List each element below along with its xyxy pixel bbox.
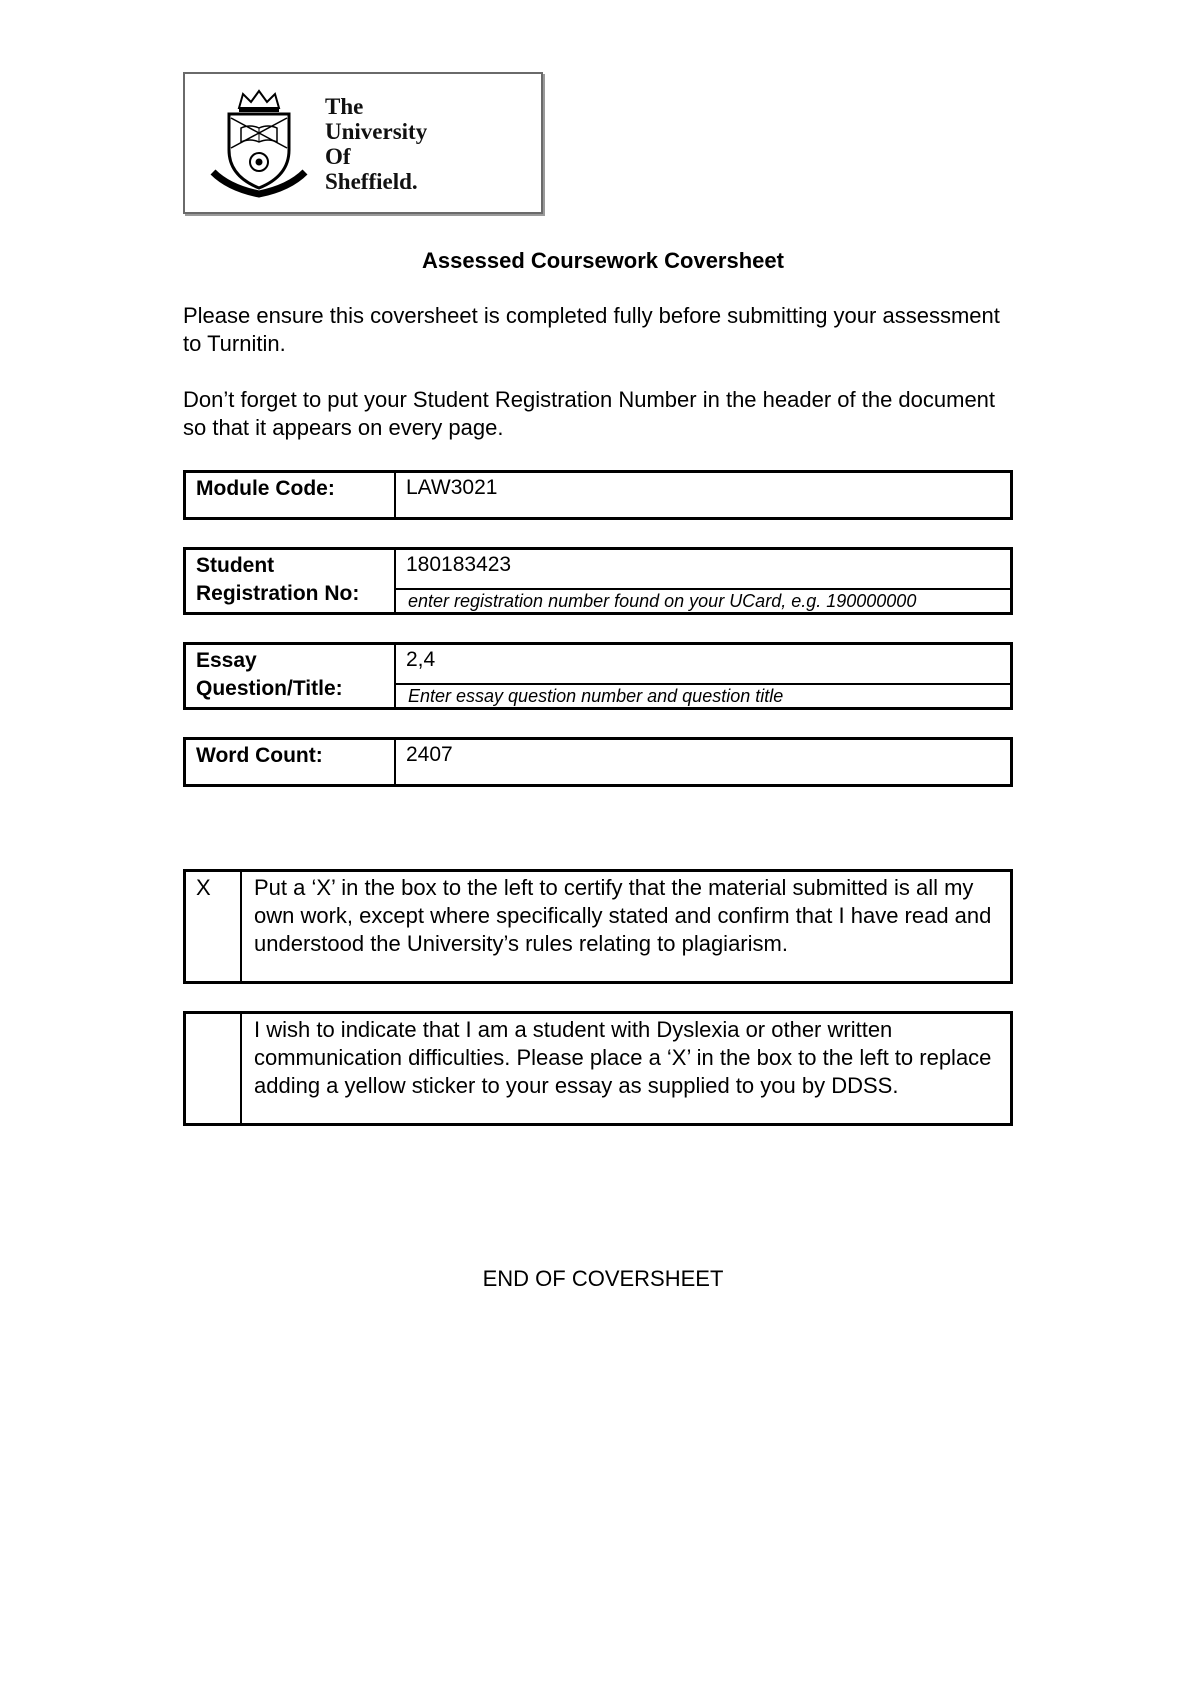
intro-paragraph: Please ensure this coversheet is completed fully before submitting your assessment to Turnitin. [183, 303, 1000, 356]
university-crest-icon [209, 88, 309, 200]
page-title: Assessed Coursework Coversheet [422, 248, 784, 273]
university-logo [183, 72, 543, 214]
word-count-label: Word Count: [186, 740, 396, 784]
dyslexia-checkbox[interactable] [186, 1014, 242, 1123]
student-registration-hint: enter registration number found on your UCard, e.g. 190000000 [396, 588, 1010, 612]
essay-question-label-line-1: Essay [196, 649, 257, 672]
student-registration-label-line-1: Student [196, 554, 275, 577]
essay-question-label-line-2: Question/Title: [196, 677, 343, 700]
essay-question-row [183, 642, 1013, 710]
dyslexia-declaration [183, 1011, 1013, 1126]
module-code-label: Module Code: [186, 473, 396, 517]
word-count-row [183, 737, 1013, 787]
wordmark-line-2: University [325, 119, 428, 144]
wordmark-line-3: Of [325, 144, 351, 169]
wordmark-line-4: Sheffield. [325, 169, 418, 194]
wordmark-line-1: The [325, 94, 364, 119]
student-registration-label-line-2: Registration No: [196, 582, 360, 605]
student-registration-row [183, 547, 1013, 615]
own-work-text: Put a ‘X’ in the box to the left to certify that the material submitted is all my own work, except where specifically stated and confirm that I have read and understood the University’s rules relating to plagiarism. [254, 875, 992, 956]
essay-question-label [186, 645, 396, 707]
essay-question-hint: Enter essay question number and question title [396, 683, 1010, 707]
own-work-checkbox[interactable]: X [186, 872, 242, 981]
module-code-row [183, 470, 1013, 520]
module-code-field[interactable]: LAW3021 [406, 476, 498, 499]
word-count-field[interactable]: 2407 [406, 743, 453, 766]
university-wordmark [325, 94, 427, 194]
reminder-paragraph: Don’t forget to put your Student Registration Number in the header of the document so that it appears on every page. [183, 387, 996, 440]
dyslexia-text: I wish to indicate that I am a student with Dyslexia or other written communication difficulties. Please place a ‘X’ in the box to the left to replace adding a yellow sticker to your essay as supplied to you by DDSS. [254, 1017, 992, 1098]
student-registration-field[interactable]: 180183423 [406, 553, 512, 576]
own-work-declaration [183, 869, 1013, 984]
essay-question-field[interactable]: 2,4 [406, 648, 436, 671]
end-of-coversheet: END OF COVERSHEET [482, 1266, 724, 1291]
student-registration-label [186, 550, 396, 612]
